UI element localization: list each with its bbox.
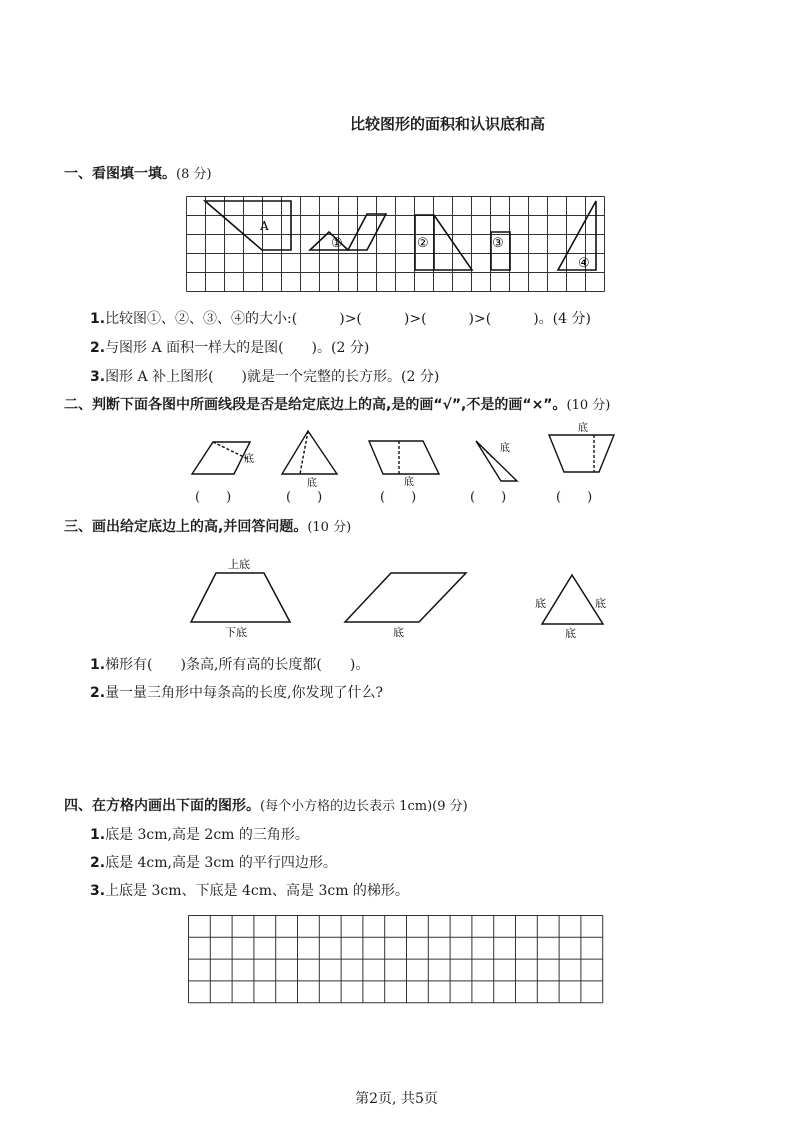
s4-question-1-text: 底是 3cm,高是 2cm 的三角形。	[105, 827, 309, 843]
s4-question-1	[90, 824, 309, 844]
s2-answer-1[interactable]: ( )	[195, 490, 232, 505]
fig2-5-base-label: 底	[578, 423, 588, 434]
drawing-grid[interactable]	[188, 915, 608, 1010]
triangle-left-base-label: 底	[535, 597, 546, 610]
shape-a-label: A	[260, 219, 269, 233]
s1-question-1-number: 1.	[90, 311, 106, 327]
fig2-4-triangle	[476, 441, 517, 481]
shape-3-label: ③	[492, 236, 504, 251]
s1-question-3-text: 图形 A 补上图形( )就是一个完整的长方形。(2 分)	[105, 369, 440, 385]
s2-answer-5[interactable]: ( )	[556, 490, 593, 505]
square-grid	[187, 197, 605, 292]
s3-question-1	[90, 654, 369, 674]
fig2-2-base-label: 底	[307, 478, 317, 489]
shape-a	[205, 201, 291, 250]
triangle-shape	[542, 575, 603, 624]
section-2-figures	[180, 418, 630, 490]
s3-question-2-number: 2.	[90, 685, 106, 701]
section-2-heading	[64, 394, 610, 414]
fig2-2-triangle	[282, 431, 337, 474]
section-2-title: 二、判断下面各图中所画线段是否是给定底边上的高,是的画“√”,不是的画“×”。	[64, 397, 567, 413]
section-4-heading	[64, 795, 468, 815]
section-3-heading	[64, 516, 351, 536]
lower-base-label: 下底	[225, 626, 247, 639]
page-footer: 第2页, 共5页	[355, 1091, 438, 1107]
shape-2-label: ②	[417, 236, 429, 251]
section-1-heading	[64, 163, 212, 183]
section-1-grid-figure	[186, 196, 611, 292]
parallelogram-base-label: 底	[393, 626, 404, 639]
fig2-5-trapezoid	[549, 435, 614, 472]
s3-question-2-text: 量一量三角形中每条高的长度,你发现了什么?	[105, 685, 384, 701]
section-1-title: 一、看图填一填。	[64, 166, 176, 182]
grid-shapes	[205, 201, 596, 270]
section-3-title: 三、画出给定底边上的高,并回答问题。	[64, 519, 308, 535]
fig2-3-base-label: 底	[404, 477, 414, 488]
section-2-points: (10 分)	[566, 398, 611, 413]
s4-question-3-number: 3.	[90, 883, 106, 899]
s1-question-1-text: 比较图①、②、③、④的大小:( )>( )>( )>( )。(4 分)	[105, 311, 591, 327]
triangle-bottom-base-label: 底	[565, 627, 576, 640]
s2-answer-4[interactable]: ( )	[470, 490, 507, 505]
s1-question-2-number: 2.	[90, 340, 106, 356]
shape-1-parallelogram	[348, 214, 386, 250]
s1-question-2-text: 与图形 A 面积一样大的是图( )。(2 分)	[105, 340, 370, 356]
page-title: 比较图形的面积和认识底和高	[350, 115, 546, 133]
fig2-4-base-label: 底	[500, 443, 510, 454]
s1-question-2	[90, 337, 369, 357]
upper-base-label: 上底	[228, 558, 250, 571]
trapezoid-shape	[191, 573, 290, 622]
parallelogram-shape	[345, 573, 466, 622]
drawing-grid-lines	[189, 916, 603, 1003]
s4-question-1-number: 1.	[90, 827, 106, 843]
section-4-points: (每个小方格的边长表示 1cm)(9 分)	[260, 799, 468, 814]
s3-question-1-text: 梯形有( )条高,所有高的长度都( )。	[105, 657, 370, 673]
s4-question-2-number: 2.	[90, 855, 106, 871]
s1-question-3-number: 3.	[90, 369, 106, 385]
section-4-title: 四、在方格内画出下面的图形。	[64, 798, 260, 814]
section-3-points: (10 分)	[307, 520, 352, 535]
shape-4	[558, 201, 596, 270]
s3-question-2	[90, 682, 383, 702]
triangle-right-base-label: 底	[595, 597, 606, 610]
s2-answer-2[interactable]: ( )	[286, 490, 323, 505]
s1-question-3	[90, 366, 439, 386]
s4-question-2-text: 底是 4cm,高是 3cm 的平行四边形。	[105, 855, 337, 871]
s4-question-3	[90, 880, 409, 900]
section-3-figures	[180, 556, 630, 646]
s1-question-1	[90, 308, 591, 328]
fig2-1-parallelogram	[192, 442, 250, 474]
s4-question-2	[90, 852, 337, 872]
s2-answer-3[interactable]: ( )	[380, 490, 417, 505]
fig2-1-base-label: 底	[244, 454, 254, 465]
s4-question-3-text: 上底是 3cm、下底是 4cm、高是 3cm 的梯形。	[105, 883, 409, 899]
section-1-points: (8 分)	[176, 167, 212, 182]
fig2-3-parallelogram	[369, 441, 439, 474]
shape-4-label: ④	[578, 256, 590, 271]
shape-1-label: ①	[331, 236, 343, 251]
s3-question-1-number: 1.	[90, 657, 106, 673]
